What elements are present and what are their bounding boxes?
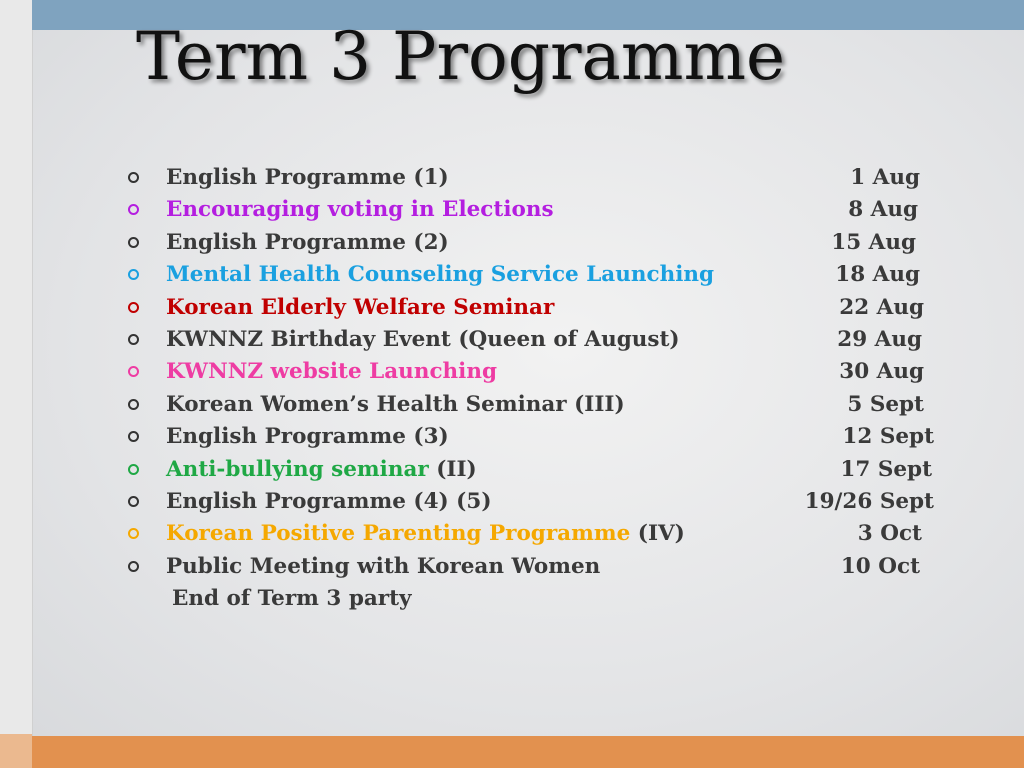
- bullet-icon: [128, 496, 139, 507]
- programme-item-date: 30 Aug: [839, 359, 924, 385]
- programme-item-label: [166, 551, 600, 583]
- bullet-icon: [128, 269, 139, 280]
- left-strip: [0, 0, 33, 768]
- bullet-icon: [128, 237, 139, 248]
- programme-item-label: [166, 518, 685, 550]
- programme-item-date: 17 Sept: [840, 456, 932, 482]
- programme-item-date: 12 Sept: [842, 424, 934, 450]
- programme-item-suffix: (II): [428, 456, 477, 482]
- bullet-icon: [128, 528, 139, 539]
- closing-line: End of Term 3 party: [172, 586, 412, 612]
- programme-item-title: Public Meeting with Korean Women: [166, 553, 601, 579]
- programme-item-label: [166, 486, 492, 518]
- programme-item-label: [166, 162, 449, 194]
- programme-item-date: 10 Oct: [840, 553, 920, 579]
- programme-item-title: English Programme (1): [166, 165, 449, 190]
- programme-item-title: English Programme (3): [166, 424, 449, 450]
- programme-item-title: KWNNZ website Launching: [166, 359, 498, 385]
- programme-item-label: [166, 389, 625, 421]
- programme-item-label: [166, 227, 449, 259]
- left-strip-accent: [0, 734, 32, 768]
- programme-item: [128, 292, 928, 324]
- bullet-icon: [128, 302, 139, 313]
- bullet-icon: [128, 366, 139, 377]
- bullet-icon: [128, 431, 139, 442]
- programme-item: [128, 356, 928, 388]
- programme-item-label: [166, 292, 554, 324]
- programme-item-title: Korean Women’s Health Seminar (III): [166, 391, 625, 417]
- bullet-icon: [128, 561, 139, 572]
- programme-item: [128, 259, 928, 291]
- programme-item: [128, 551, 928, 583]
- programme-item-title: KWNNZ Birthday Event (Queen of August): [166, 326, 680, 352]
- programme-item-label: [166, 454, 477, 486]
- programme-item-date: 29 Aug: [837, 326, 922, 352]
- bullet-icon: [128, 334, 139, 345]
- programme-item-suffix: (IV): [630, 521, 685, 547]
- programme-item: [128, 518, 928, 550]
- bottom-accent-bar: [32, 736, 1024, 768]
- programme-item-date: 8 Aug: [848, 197, 918, 223]
- programme-item: [128, 324, 928, 356]
- programme-item: [128, 454, 932, 486]
- bullet-icon: [128, 464, 139, 475]
- programme-item-title: Encouraging voting in Elections: [166, 197, 554, 223]
- programme-item-title: Korean Positive Parenting Programme: [166, 521, 631, 547]
- programme-item: [128, 162, 928, 194]
- programme-list: [128, 162, 934, 615]
- closing-item: [128, 583, 928, 615]
- programme-item: [128, 194, 928, 226]
- programme-item-title: English Programme (2): [166, 229, 449, 255]
- programme-item-label: [166, 194, 554, 226]
- programme-item-label: [166, 324, 680, 356]
- bullet-icon: [128, 172, 139, 183]
- programme-item-title: English Programme (4) (5): [166, 488, 492, 514]
- bullet-icon: [128, 204, 139, 215]
- programme-item-date: 22 Aug: [839, 294, 924, 320]
- bullet-icon: [128, 399, 139, 410]
- programme-item-label: [166, 259, 714, 291]
- programme-item-title: Korean Elderly Welfare Seminar: [166, 294, 555, 320]
- programme-item-date: 19/26 Sept: [804, 488, 934, 514]
- programme-item: [128, 389, 928, 421]
- programme-item-date: 18 Aug: [835, 262, 920, 288]
- programme-item: [128, 421, 934, 453]
- programme-item-date: 3 Oct: [857, 521, 922, 547]
- programme-item-date: 15 Aug: [831, 229, 916, 255]
- programme-item-label: [166, 421, 449, 453]
- programme-item-date: 5 Sept: [847, 391, 924, 417]
- programme-item-date: 1 Aug: [850, 165, 920, 190]
- programme-item-label: [166, 356, 497, 388]
- programme-item-title: Anti-bullying seminar: [166, 456, 429, 482]
- programme-item: [128, 486, 934, 518]
- programme-item-title: Mental Health Counseling Service Launching: [166, 262, 715, 288]
- slide-title: Term 3 Programme: [136, 18, 786, 95]
- programme-item: [128, 227, 928, 259]
